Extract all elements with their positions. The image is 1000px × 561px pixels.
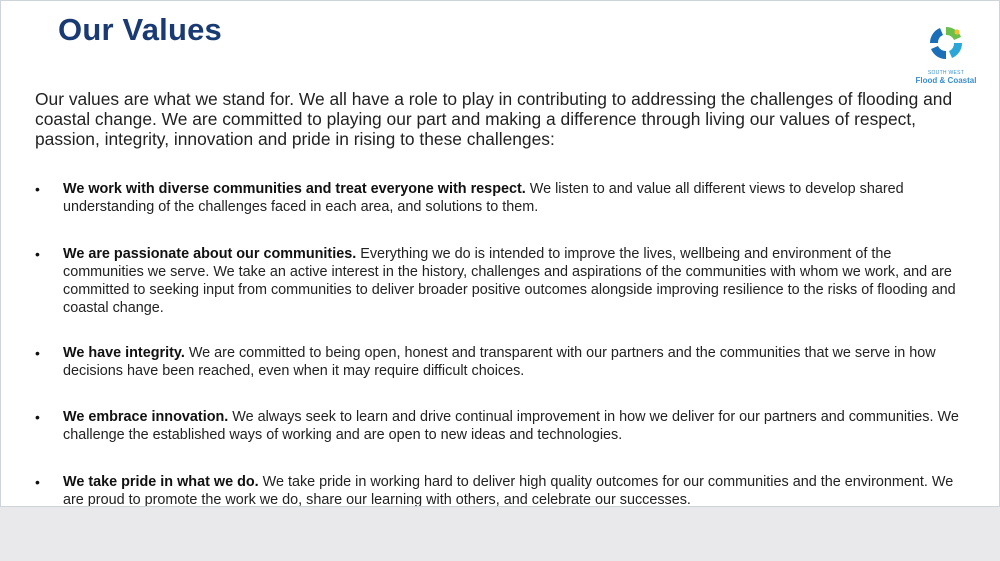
slide-title: Our Values <box>58 12 222 47</box>
bullet: • <box>35 181 40 197</box>
value-body: We take pride in working hard to deliver high quality outcomes for our communities and the environment. We are proud to promote the work we do, share our learning with others, and celebrate our successes. <box>63 474 954 507</box>
value-text <box>63 344 973 380</box>
logo-subtitle: SOUTH WEST <box>927 70 965 76</box>
value-heading: We take pride in what we do. <box>63 474 259 490</box>
bullet: • <box>35 474 40 490</box>
value-body: Everything we do is intended to improve the lives, wellbeing and environment of the communities we serve. We take an active interest in the history, challenges and aspirations of the communities with whom we work, and are committed to seeking input from communities to deliver broader positive outcomes alongside improving resilience to the risks of flooding and coastal change. <box>63 246 956 316</box>
bullet: • <box>35 409 40 425</box>
value-body: We listen to and value all different views to develop shared understanding of the challenges faced in each area, and solutions to them. <box>63 181 904 215</box>
value-heading: We are passionate about our communities. <box>63 246 357 262</box>
value-text <box>63 473 973 507</box>
logo <box>915 23 977 85</box>
logo-name: Flood & Coastal <box>915 76 977 85</box>
value-body: We always seek to learn and drive continual improvement in how we deliver for our partners and communities. We challenge the established ways of working and are open to new ideas and technologies. <box>63 409 959 443</box>
bullet: • <box>35 246 40 262</box>
value-body: We are committed to being open, honest and transparent with our partners and the communities that we serve in how decisions have been reached, even when it may require difficult choices. <box>63 345 936 379</box>
value-text <box>63 180 973 216</box>
value-heading: We work with diverse communities and treat everyone with respect. <box>63 181 526 197</box>
value-heading: We embrace innovation. <box>63 409 229 425</box>
bullet: • <box>35 345 40 361</box>
value-text <box>63 245 973 317</box>
swirl-logo-icon <box>926 23 966 63</box>
value-heading: We have integrity. <box>63 345 185 361</box>
value-text <box>63 408 973 444</box>
intro-paragraph: Our values are what we stand for. We all have a role to play in contributing to addressing the challenges of flooding and coastal change. We are committed to playing our part and making a difference through living our values of respect, passion, integrity, innovation and pride in rising to these challenges: <box>35 89 953 149</box>
